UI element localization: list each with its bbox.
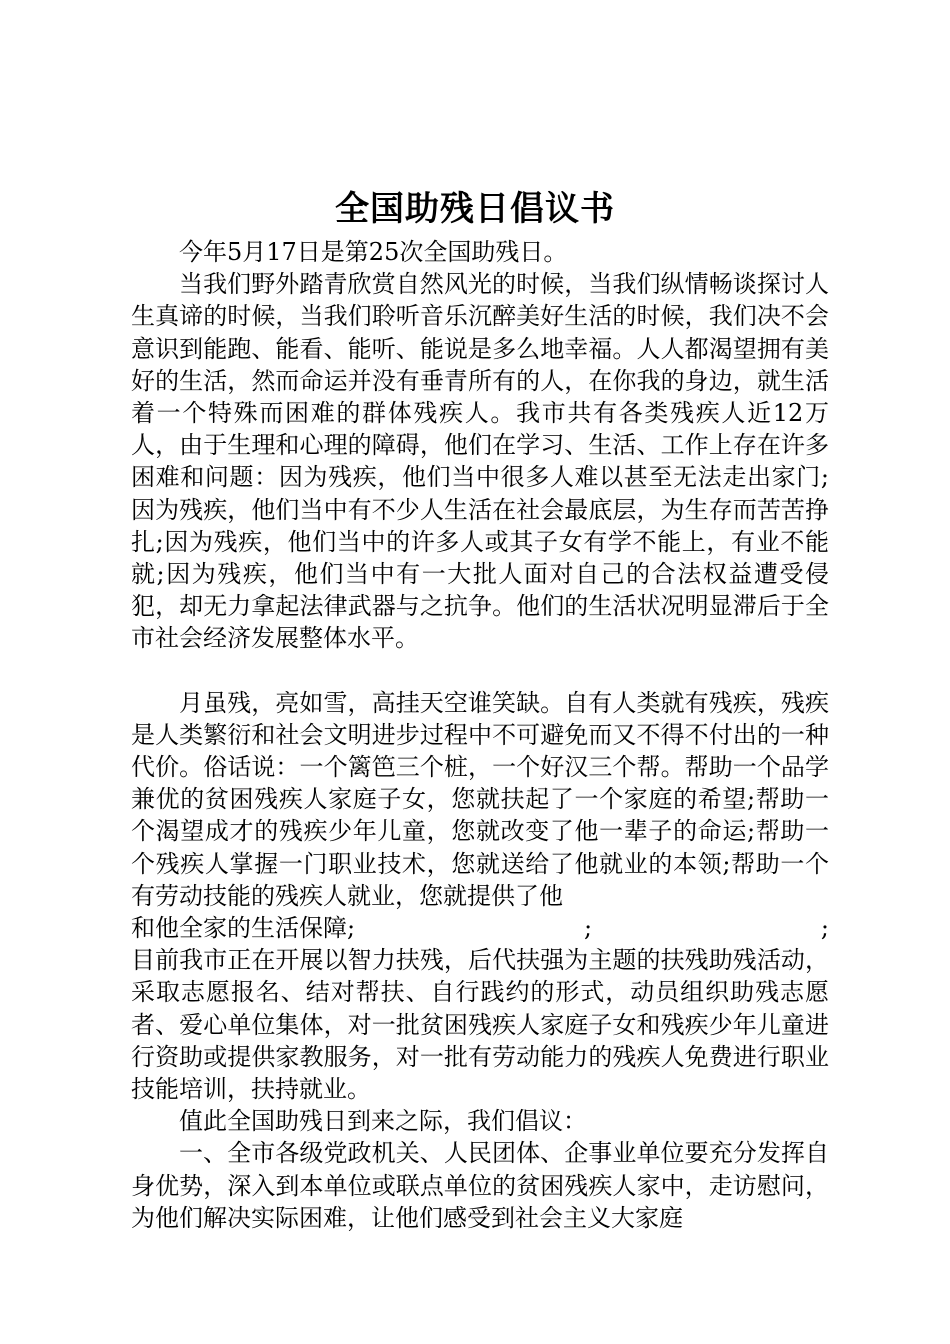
help-last-line-semicolon: ; [583,914,593,943]
paragraph-proposal-one: 一、全市各级党政机关、人民团体、企事业单位要充分发挥自身优势，深入到本单位或联点单位的贫困残疾人家中，走访慰问，为他们解决实际困难，让他们感受到社会主义大家庭 [131,1139,829,1232]
help-last-line-semicolon-end: ; [820,914,829,943]
help-last-line-text: 和他全家的生活保障; [131,914,356,943]
paragraph-spacer [131,655,829,687]
paragraph-date: 今年5月17日是第25次全国助残日。 [179,238,568,266]
document-title: 全国助残日倡议书 [335,189,615,229]
paragraph-situation: 当我们野外踏青欣赏自然风光的时候，当我们纵情畅谈探讨人生真谛的时候，当我们聆听音乐沉醉美好生活的时候，我们决不会意识到能跑、能看、能听、能说是多么地幸福。人人都渴望拥有美好的生活，然而命运并没有垂青所有的人，在你我的身边，就生活着一个特殊而困难的群体残疾人。我市共有各类残疾人近12万人，由于生理和心理的障碍，他们在学习、生活、工作上存在许多困难和问题：因为残疾，他们当中很多人难以甚至无法走出家门;因为残疾，他们当中有不少人生活在社会最底层，为生存而苦苦挣扎;因为残疾，他们当中的许多人或其子女有学不能上，有业不能就;因为残疾，他们当中有一大批人面对自己的合法权益遭受侵犯，却无力拿起法律武器与之抗争。他们的生活状况明显滞后于全市社会经济发展整体水平。 [131,270,829,653]
paragraph-proposal-intro: 值此全国助残日到来之际，我们倡议： [179,1107,587,1136]
paragraph-help: 月虽残，亮如雪，高挂天空谁笑缺。自有人类就有残疾，残疾是人类繁衍和社会文明进步过程中不可避免而又不得不付出的一种代价。俗话说：一个篱笆三个桩，一个好汉三个帮。帮助一个品学兼优的贫困残疾人家庭子女，您就扶起了一个家庭的希望;帮助一个渴望成才的残疾少年儿童，您就改变了他一辈子的命运;帮助一个残疾人掌握一门职业技术，您就送给了他就业的本领;帮助一个有劳动技能的残疾人就业，您就提供了他 [131,688,829,910]
document-body [131,236,829,1234]
paragraph-activity: 目前我市正在开展以智力扶残，后代扶强为主题的扶残助残活动，采取志愿报名、结对帮扶、自行践约的形式，动员组织助残志愿者、爱心单位集体，对一批贫困残疾人家庭子女和残疾少年儿童进行资助或提供家教服务，对一批有劳动能力的残疾人免费进行职业技能培训，扶持就业。 [131,946,829,1104]
paragraph-help-last-line [131,912,829,944]
